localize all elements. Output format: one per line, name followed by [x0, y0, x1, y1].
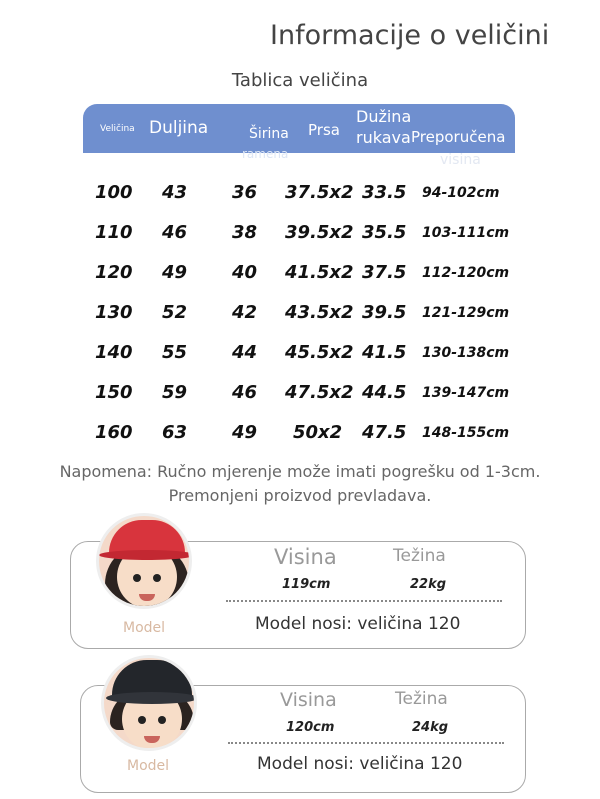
tezina-value: 22kg: [410, 577, 447, 592]
dotted-divider: [228, 742, 504, 744]
header-sirina-sub: ramena: [242, 147, 289, 161]
cell-sirina: 40: [232, 262, 258, 283]
cell-prsa: 43.5x2: [285, 302, 354, 323]
cell-duljina: 46: [162, 222, 188, 243]
cell-duzina: 37.5: [362, 262, 407, 283]
table-row: [0, 176, 600, 216]
model-label: Model: [123, 620, 166, 636]
tezina-label: Težina: [395, 689, 448, 709]
model-label: Model: [127, 758, 170, 774]
header-duzina-rukava: Dužina rukava: [356, 107, 412, 147]
table-row: [0, 296, 600, 336]
cell-duzina: 39.5: [362, 302, 407, 323]
eye-left: [138, 716, 146, 724]
cell-prsa: 45.5x2: [285, 342, 354, 363]
model-photo-girl: [96, 513, 192, 609]
cell-sirina: 46: [232, 382, 258, 403]
eye-right: [158, 716, 166, 724]
cell-prsa: 41.5x2: [285, 262, 354, 283]
size-table-body: [0, 176, 600, 456]
dotted-divider: [226, 600, 502, 602]
cell-duljina: 52: [162, 302, 188, 323]
cell-velicina: 160: [95, 422, 133, 443]
table-row: [0, 416, 600, 456]
cell-sirina: 49: [232, 422, 258, 443]
size-table-header: [83, 104, 515, 168]
cell-preporucena: 139-147cm: [422, 385, 510, 401]
model-wears-size: Model nosi: veličina 120: [255, 614, 461, 634]
cell-prsa: 50x2: [293, 422, 343, 443]
cell-sirina: 36: [232, 182, 258, 203]
cell-preporucena: 94-102cm: [422, 185, 500, 201]
black-hat-brim: [106, 692, 197, 704]
tezina-label: Težina: [393, 546, 446, 566]
cell-preporucena: 130-138cm: [422, 345, 510, 361]
cell-preporucena: 112-120cm: [422, 265, 510, 281]
visina-value: 120cm: [286, 720, 335, 735]
eye-left: [133, 574, 141, 582]
cell-duzina: 35.5: [362, 222, 407, 243]
cell-velicina: 100: [95, 182, 133, 203]
cell-duzina: 33.5: [362, 182, 407, 203]
header-sirina: Širina: [249, 126, 289, 142]
table-row: [0, 376, 600, 416]
cell-velicina: 150: [95, 382, 133, 403]
cell-duzina: 41.5: [362, 342, 407, 363]
table-row: [0, 336, 600, 376]
model-photo-boy: [101, 655, 197, 751]
note-line-2: Premonjeni proizvod prevladava.: [168, 486, 432, 505]
cell-sirina: 42: [232, 302, 258, 323]
cell-prsa: 39.5x2: [285, 222, 354, 243]
tezina-value: 24kg: [412, 720, 449, 735]
cell-velicina: 120: [95, 262, 133, 283]
cell-duljina: 55: [162, 342, 188, 363]
cell-duljina: 49: [162, 262, 188, 283]
cell-velicina: 140: [95, 342, 133, 363]
header-prsa: Prsa: [308, 121, 340, 139]
table-row: [0, 216, 600, 256]
cell-duljina: 59: [162, 382, 188, 403]
visina-value: 119cm: [282, 577, 331, 592]
table-subtitle: Tablica veličina: [231, 70, 369, 91]
cell-sirina: 38: [232, 222, 258, 243]
cell-sirina: 44: [232, 342, 258, 363]
red-cap-brim: [99, 550, 192, 560]
cell-prsa: 47.5x2: [285, 382, 354, 403]
cell-preporucena: 121-129cm: [422, 305, 510, 321]
header-preporucena: Preporučena: [411, 128, 506, 146]
cell-duljina: 63: [162, 422, 188, 443]
cell-duljina: 43: [162, 182, 188, 203]
cell-preporucena: 103-111cm: [422, 225, 510, 241]
header-duljina: Duljina: [149, 118, 209, 138]
cell-duzina: 47.5: [362, 422, 407, 443]
cell-velicina: 130: [95, 302, 133, 323]
cell-prsa: 37.5x2: [285, 182, 354, 203]
note-line-1: Napomena: Ručno mjerenje može imati pogrešku od 1-3cm.: [59, 462, 541, 481]
visina-label: Visina: [274, 545, 337, 569]
header-velicina: Veličina: [100, 124, 135, 134]
header-preporucena-sub: visina: [440, 152, 481, 168]
model-wears-size: Model nosi: veličina 120: [257, 754, 463, 774]
eye-right: [153, 574, 161, 582]
measurement-note: [0, 460, 600, 508]
table-row: [0, 256, 600, 296]
cell-duzina: 44.5: [362, 382, 407, 403]
cell-velicina: 110: [95, 222, 133, 243]
cell-preporucena: 148-155cm: [422, 425, 510, 441]
page-title: Informacije o veličini: [270, 20, 550, 51]
visina-label: Visina: [280, 689, 337, 711]
